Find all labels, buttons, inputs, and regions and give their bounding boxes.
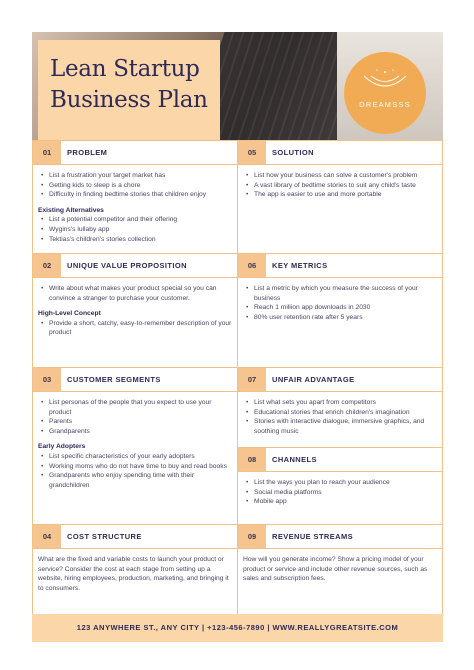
section-number: 03: [33, 368, 61, 391]
section-problem: [32, 140, 238, 254]
section-title: KEY METRICS: [272, 261, 328, 270]
section-title: CUSTOMER SEGMENTS: [67, 375, 161, 384]
list-item: • Reach 1 million app downloads in 2030: [243, 303, 438, 313]
section-header: [238, 254, 442, 278]
section-title: UNIQUE VALUE PROPOSITION: [67, 261, 187, 270]
list-item: • List how your business can solve a customer's problem: [243, 171, 438, 181]
section-body: [243, 171, 438, 200]
section-number: 08: [238, 448, 266, 471]
section-title: PROBLEM: [67, 148, 108, 157]
section-header: [33, 368, 237, 392]
section-header: [33, 254, 237, 278]
section-cost-structure: [32, 524, 238, 615]
subsection-title: High-Level Concept: [38, 310, 101, 318]
section-header: [33, 141, 237, 165]
section-header: [238, 141, 442, 165]
title-box: [38, 40, 220, 140]
section-unique-value-proposition: [32, 253, 238, 368]
list-item: • Difficulty in finding bedtime stories that children enjoy: [38, 190, 233, 200]
list-item: • Grandparents who enjoy spending time with their grandchildren: [38, 471, 233, 490]
list-item: • List what sets you apart from competitors: [243, 398, 438, 408]
section-number: 02: [33, 254, 61, 277]
section-number: 01: [33, 141, 61, 164]
section-body: [38, 555, 233, 593]
list-item: • Tektias's children's stories collection: [38, 235, 233, 245]
section-header: [33, 525, 237, 549]
list-item: • 80% user retention rate after 5 years: [243, 313, 438, 323]
list-item: • List the ways you plan to reach your audience: [243, 478, 438, 488]
list-item: • Social media platforms: [243, 488, 438, 498]
section-revenue-streams: [237, 524, 443, 615]
section-number: 06: [238, 254, 266, 277]
section-title: SOLUTION: [272, 148, 314, 157]
section-title: UNFAIR ADVANTAGE: [272, 375, 355, 384]
list-item: • List a potential competitor and their offering: [38, 215, 233, 225]
list-item: • List specific characteristics of your early adopters: [38, 452, 233, 462]
list-item: • Grandparents: [38, 427, 233, 437]
section-key-metrics: [237, 253, 443, 368]
list-item: • Stories with interactive dialogue, immersive graphics, and soothing music: [243, 417, 438, 436]
list-item: • Provide a short, catchy, easy-to-remember description of your product: [38, 319, 233, 338]
list-item: • Working moms who do not have time to buy and read books: [38, 462, 233, 472]
brand-logo: [344, 52, 426, 134]
list-item: • Mobile app: [243, 497, 438, 507]
section-title: COST STRUCTURE: [67, 532, 142, 541]
section-header: [238, 525, 442, 549]
section-customer-segments: [32, 367, 238, 525]
footer-contact: 123 ANYWHERE ST., ANY CITY | +123-456-7890 | WWW.REALLYGREATSITE.COM: [32, 614, 443, 642]
section-body: [38, 398, 233, 490]
section-unfair-advantage: [237, 367, 443, 448]
business-plan-page: [32, 32, 443, 642]
list-item: • Wygins's lullaby app: [38, 225, 233, 235]
section-text: What are the fixed and variable costs to launch your product or service? Consider the cost at each stage from setting up a website, hiring employees, production, marketing, and bringing it to consumers.: [38, 556, 229, 592]
list-item: • List a metric by which you measure the success of your business: [243, 284, 438, 303]
section-body: [38, 171, 233, 244]
section-body: [243, 478, 438, 507]
section-body: [243, 284, 438, 322]
list-item: • Educational stories that enrich children's imagination: [243, 408, 438, 418]
list-item: • List a frustration your target market has: [38, 171, 233, 181]
section-number: 05: [238, 141, 266, 164]
section-header: [238, 448, 442, 472]
section-channels: [237, 447, 443, 525]
page-title-line-2: Business Plan: [50, 87, 208, 113]
section-number: 04: [33, 525, 61, 548]
hero-banner: [32, 32, 443, 140]
section-number: 09: [238, 525, 266, 548]
section-header: [238, 368, 442, 392]
list-item: • Getting kids to sleep is a chore: [38, 181, 233, 191]
section-body: [243, 555, 438, 584]
list-item: • Parents: [38, 417, 233, 427]
section-title: CHANNELS: [272, 455, 317, 464]
section-body: [243, 398, 438, 436]
section-solution: [237, 140, 443, 254]
list-item: • A vast library of bedtime stories to suit any child's taste: [243, 181, 438, 191]
section-number: 07: [238, 368, 266, 391]
section-body: [38, 284, 233, 338]
moon-logo-icon: [358, 66, 412, 96]
section-title: REVENUE STREAMS: [272, 532, 354, 541]
subsection-title: Existing Alternatives: [38, 206, 104, 214]
list-item: • Write about what makes your product special so you can convince a stranger to purchase your customer.: [38, 284, 233, 303]
list-item: • The app is easier to use and more portable: [243, 190, 438, 200]
section-text: How will you generate income? Show a pricing model of your product or service and include other revenue sources, such as sales and subscription fees.: [243, 556, 428, 583]
logo-text: DREAMSSS: [359, 100, 411, 109]
subsection-title: Early Adopters: [38, 443, 86, 451]
page-title-line-1: Lean Startup: [50, 56, 200, 82]
list-item: • List personas of the people that you expect to use your product: [38, 398, 233, 417]
